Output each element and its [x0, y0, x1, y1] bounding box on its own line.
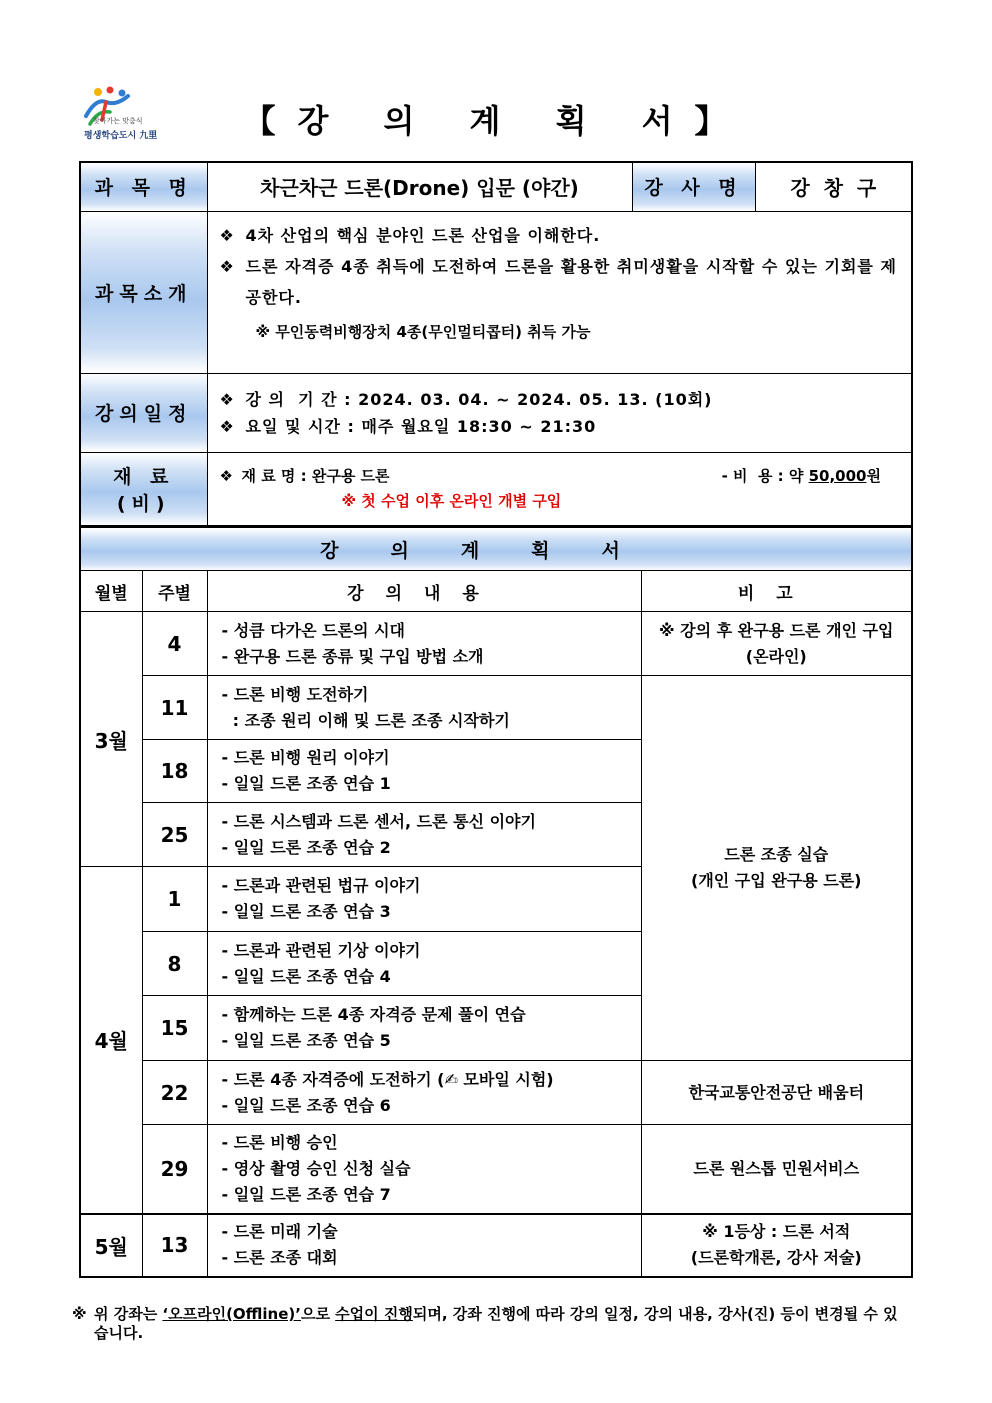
week-number: 1 — [142, 867, 207, 932]
header-content: 강의내용 — [207, 571, 641, 612]
bullet-icon: ❖ — [219, 225, 234, 245]
bullet-icon: ❖ — [219, 416, 234, 436]
remark: 드론 조종 실습 (개인 구입 완구용 드론) — [641, 676, 912, 1061]
cost-amount: 50,000 — [808, 466, 867, 485]
logo-tagline: 찾아가는 맞춤식 — [93, 117, 143, 125]
week-number: 11 — [142, 676, 207, 740]
week-number: 15 — [142, 996, 207, 1061]
header-week: 주별 — [142, 571, 207, 612]
intro-line-1: 4차 산업의 핵심 분야인 드론 산업을 이해한다. — [245, 225, 601, 245]
note-mark: ※ — [72, 1305, 87, 1323]
week-number: 25 — [142, 803, 207, 867]
week-number: 29 — [142, 1125, 207, 1214]
lecture-content: - 드론과 관련된 법규 이야기 - 일일 드론 조종 연습 3 — [207, 867, 641, 932]
remark: ※ 강의 후 완구용 드론 개인 구입 (온라인) — [641, 612, 912, 676]
schedule-time: 요일 및 시간 : 매주 월요일 18:30 ~ 21:30 — [245, 416, 597, 436]
bullet-icon: ❖ — [219, 389, 234, 409]
lecture-content: - 드론 비행 원리 이야기 - 일일 드론 조종 연습 1 — [207, 740, 641, 803]
material-note: ※ 첫 수업 이후 온라인 개별 구입 — [341, 491, 562, 510]
week-number: 4 — [142, 612, 207, 676]
bullet-icon: ❖ — [219, 466, 233, 485]
week-number: 18 — [142, 740, 207, 803]
lecture-content: - 함께하는 드론 4종 자격증 문제 풀이 연습 - 일일 드론 조종 연습 5 — [207, 996, 641, 1061]
subject-label: 과 목 명 — [80, 162, 207, 211]
bullet-icon: ❖ — [219, 256, 234, 276]
intro-label: 과목소개 — [80, 211, 207, 373]
intro-note: ※ 무인동력비행장치 4종(무인멀티콥터) 취득 가능 — [255, 322, 591, 341]
footer-note: ※ 위 강좌는 ‘오프라인(Offline)’으로 수업이 진행되며, 강좌 진행에 따라 강의 일정, 강의 내용, 강사(진) 등이 변경될 수 있습니다. — [72, 1305, 898, 1342]
schedule-label: 강의일정 — [80, 373, 207, 452]
week-number: 13 — [142, 1214, 207, 1277]
logo-name: 평생학습도시 九里 — [84, 131, 158, 141]
remark: 드론 원스톱 민원서비스 — [641, 1125, 912, 1214]
month-april: 4월 — [80, 867, 142, 1214]
remark: ※ 1등상 : 드론 서적 (드론학개론, 강사 저술) — [641, 1214, 912, 1277]
intro-cell — [207, 211, 912, 373]
material-name: 재 료 명 : 완구용 드론 — [241, 466, 390, 485]
instructor-value: 강 창 구 — [755, 162, 912, 211]
material-cost: - 비 용 : 약 50,000원 — [721, 466, 881, 485]
lecture-plan-table — [79, 527, 913, 1278]
subject-value: 차근차근 드론(Drone) 입문 (야간) — [207, 162, 632, 211]
lecture-content: - 드론과 관련된 기상 이야기 - 일일 드론 조종 연습 4 — [207, 932, 641, 996]
header-month: 월별 — [80, 571, 142, 612]
schedule-cell — [207, 373, 912, 452]
instructor-label: 강 사 명 — [632, 162, 755, 211]
lecture-content: - 성큼 다가온 드론의 시대 - 완구용 드론 종류 및 구입 방법 소개 — [207, 612, 641, 676]
month-march: 3월 — [80, 612, 142, 867]
week-number: 8 — [142, 932, 207, 996]
plan-title: 강의계획서 — [80, 528, 912, 571]
remark: 한국교통안전공단 배움터 — [641, 1061, 912, 1125]
lecture-content: - 드론 4종 자격증에 도전하기 (✍ 모바일 시험) - 일일 드론 조종 연습 6 — [207, 1061, 641, 1125]
material-label: 재 료 (비) — [80, 452, 207, 526]
week-number: 22 — [142, 1061, 207, 1125]
intro-line-2: 드론 자격증 4종 취득에 도전하여 드론을 활용한 취미생활을 시작할 수 있는 기회를 제공한다. — [245, 256, 897, 307]
lecture-content: - 드론 비행 도전하기 : 조종 원리 이해 및 드론 조종 시작하기 — [207, 676, 641, 740]
material-cell — [207, 452, 912, 526]
header-remarks: 비고 — [641, 571, 912, 612]
document-title: 【강 의 계 획 서】 — [243, 102, 749, 140]
offline-label: ‘오프라인(Offline)’ — [162, 1305, 301, 1323]
underlined-phrase: 수업이 진행 — [335, 1305, 413, 1323]
schedule-period: 강 의 기 간 : 2024. 03. 04. ~ 2024. 05. 13. (10회) — [245, 389, 713, 409]
lecture-content: - 드론 미래 기술 - 드론 조종 대회 — [207, 1214, 641, 1277]
month-may: 5월 — [80, 1214, 142, 1277]
course-info-table — [79, 161, 913, 527]
lecture-content: - 드론 비행 승인 - 영상 촬영 승인 신청 실습 - 일일 드론 조종 연습 7 — [207, 1125, 641, 1214]
lecture-content: - 드론 시스템과 드론 센서, 드론 통신 이야기 - 일일 드론 조종 연습 2 — [207, 803, 641, 867]
